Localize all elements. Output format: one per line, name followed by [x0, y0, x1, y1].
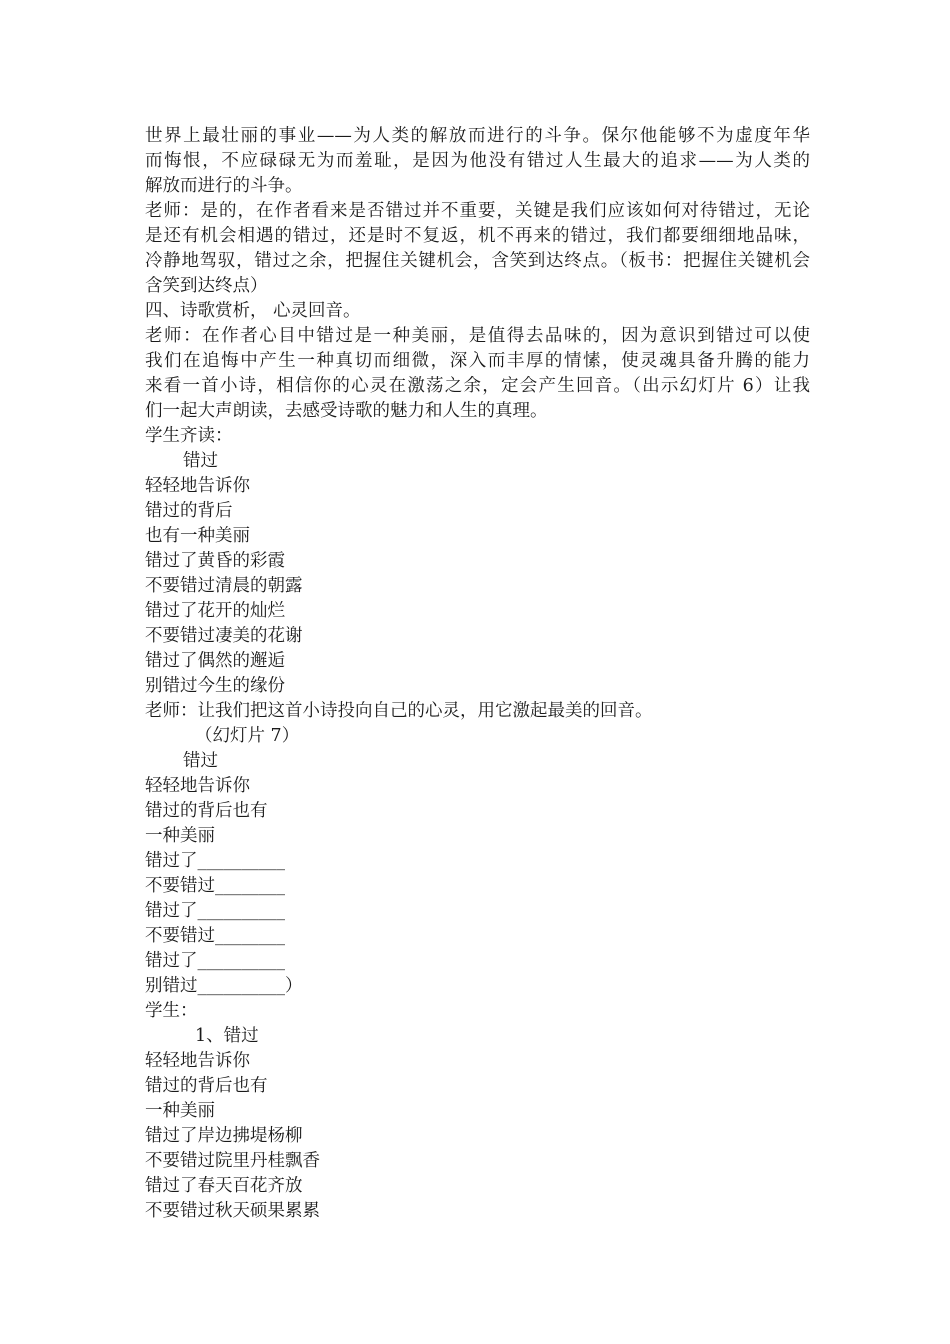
text-line: 错过了春天百花齐放 [145, 1176, 303, 1196]
text-line: 不要错过________ [145, 926, 285, 946]
text-line: 四、诗歌赏析， 心灵回音。 [145, 301, 361, 321]
text-line: 错过 [183, 451, 218, 471]
text-line: 错过了偶然的邂逅 [145, 651, 285, 671]
text-line: 轻轻地告诉你 [145, 476, 250, 496]
text-line: 老师：是的，在作者看来是否错过并不重要，关键是我们应该如何对待错过，无论 [145, 201, 810, 221]
text-line: 学生齐读： [145, 426, 233, 446]
text-line: 来看一首小诗，相信你的心灵在激荡之余，定会产生回音。（出示幻灯片 6）让我 [145, 376, 810, 396]
text-line: 是还有机会相遇的错过，还是时不复返，机不再来的错过，我们都要细细地品味， [145, 226, 810, 246]
text-line: 错过的背后也有 [145, 801, 268, 821]
text-line: 也有一种美丽 [145, 526, 250, 546]
text-line: 错过了花开的灿烂 [145, 601, 285, 621]
text-line: 错过了黄昏的彩霞 [145, 551, 285, 571]
text-line: 错过 [183, 751, 218, 771]
text-line: 不要错过清晨的朝露 [145, 576, 303, 596]
text-line: 错过了__________ [145, 851, 285, 871]
text-line: 错过了岸边拂堤杨柳 [145, 1126, 303, 1146]
text-line: 不要错过秋天硕果累累 [145, 1201, 320, 1221]
text-line: 错过的背后也有 [145, 1076, 268, 1096]
text-line: 1、错过 [195, 1026, 259, 1046]
text-line: 不要错过院里丹桂飘香 [145, 1151, 320, 1171]
text-line: 冷静地驾驭，错过之余，把握住关键机会，含笑到达终点。（板书：把握住关键机会 [145, 251, 810, 271]
text-line: 解放而进行的斗争。 [145, 176, 303, 196]
text-line: 一种美丽 [145, 1101, 215, 1121]
text-line: （幻灯片 7） [195, 726, 300, 746]
text-line: 别错过今生的缘份 [145, 676, 285, 696]
text-line: 世界上最壮丽的事业——为人类的解放而进行的斗争。保尔他能够不为虚度年华 [145, 126, 810, 146]
text-line: 学生： [145, 1001, 198, 1021]
text-line: 老师：让我们把这首小诗投向自己的心灵，用它激起最美的回音。 [145, 701, 653, 721]
text-line: 不要错过________ [145, 876, 285, 896]
text-line: 们一起大声朗读，去感受诗歌的魅力和人生的真理。 [145, 401, 548, 421]
text-line: 一种美丽 [145, 826, 215, 846]
text-line: 而悔恨，不应碌碌无为而羞耻，是因为他没有错过人生最大的追求——为人类的 [145, 151, 810, 171]
text-line: 错过了__________ [145, 951, 285, 971]
text-line: 错过了__________ [145, 901, 285, 921]
text-line: 我们在追悔中产生一种真切而细微，深入而丰厚的情愫，使灵魂具备升腾的能力 [145, 351, 810, 371]
text-line: 老师：在作者心目中错过是一种美丽，是值得去品味的，因为意识到错过可以使 [145, 326, 810, 346]
text-line: 别错过__________） [145, 976, 303, 996]
text-line: 含笑到达终点） [145, 276, 268, 296]
text-line: 不要错过凄美的花谢 [145, 626, 303, 646]
text-line: 错过的背后 [145, 501, 233, 521]
document-body [145, 124, 810, 1224]
text-line: 轻轻地告诉你 [145, 776, 250, 796]
text-line: 轻轻地告诉你 [145, 1051, 250, 1071]
